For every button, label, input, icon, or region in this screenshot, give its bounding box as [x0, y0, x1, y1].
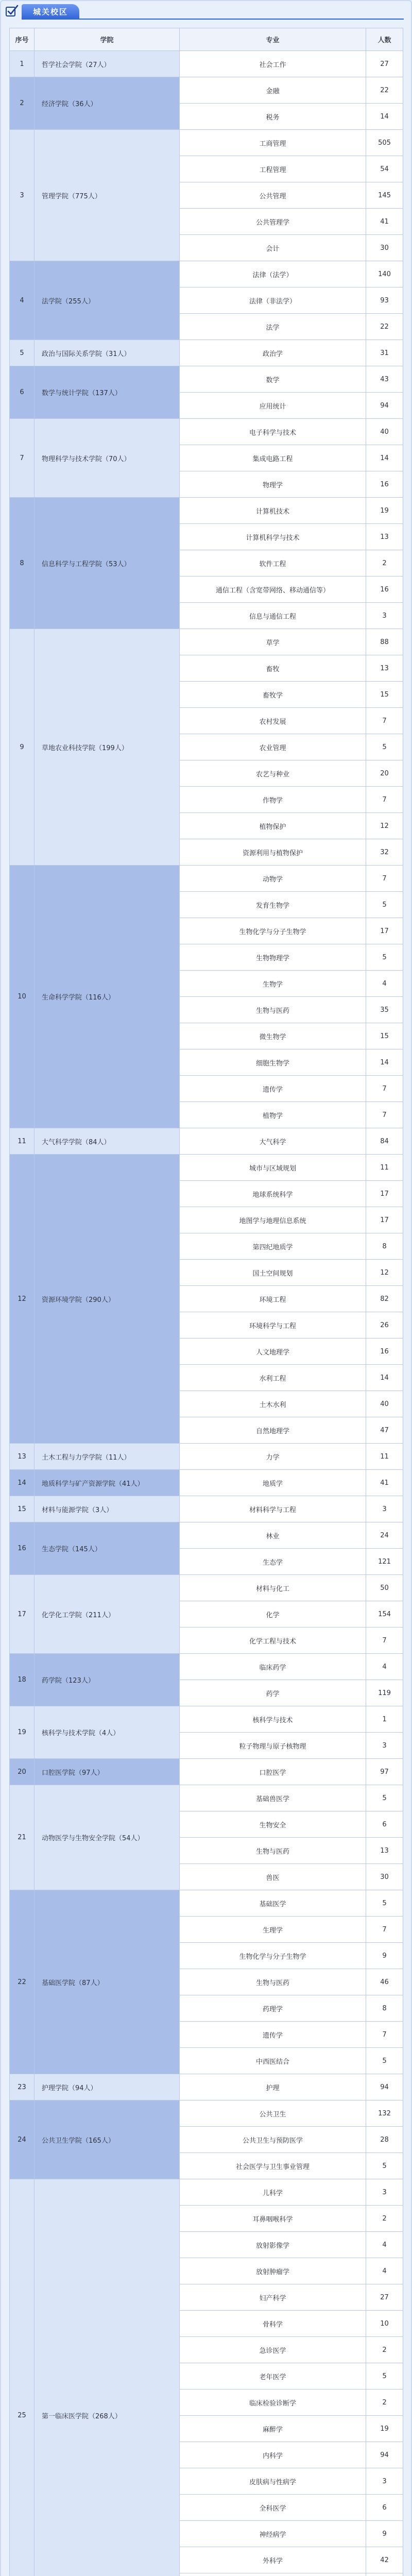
count-cell: 40: [366, 1391, 403, 1417]
count-cell: 5: [366, 892, 403, 918]
count-cell: 17: [366, 918, 403, 944]
count-cell: 4: [366, 971, 403, 997]
major-cell: 第四纪地质学: [180, 1233, 366, 1260]
major-cell: 生物化学与分子生物学: [180, 1943, 366, 1969]
count-cell: 13: [366, 1838, 403, 1864]
seq-cell: 9: [10, 629, 35, 866]
count-cell: 6: [366, 2495, 403, 2521]
college-cell: 资源环境学院（290人）: [35, 1155, 180, 1444]
count-cell: 11: [366, 1155, 403, 1181]
major-cell: 遗传学: [180, 2022, 366, 2048]
count-cell: 7: [366, 787, 403, 813]
count-cell: 97: [366, 1759, 403, 1785]
major-cell: 中西医结合: [180, 2048, 366, 2074]
major-cell: 农村发展: [180, 708, 366, 734]
major-cell: 自然地理学: [180, 1417, 366, 1444]
seq-cell: 4: [10, 261, 35, 340]
major-cell: 税务: [180, 104, 366, 130]
major-cell: 儿科学: [180, 2179, 366, 2206]
major-cell: 生物与医药: [180, 1969, 366, 1995]
major-cell: 微生物学: [180, 1023, 366, 1049]
section-title: 城关校区: [33, 7, 68, 16]
count-cell: 88: [366, 629, 403, 655]
count-cell: 6: [366, 1811, 403, 1838]
count-cell: 8: [366, 1995, 403, 2022]
count-cell: 4: [366, 1654, 403, 1680]
major-cell: 放射影像学: [180, 2232, 366, 2258]
major-cell: 神经病学: [180, 2521, 366, 2547]
major-cell: 资源利用与植物保护: [180, 839, 366, 866]
count-cell: 2: [366, 2337, 403, 2363]
check-square-icon: [5, 4, 19, 18]
count-cell: 16: [366, 577, 403, 603]
count-cell: 12: [366, 813, 403, 839]
college-cell: 基础医学院（87人）: [35, 1890, 180, 2074]
count-cell: 7: [366, 1628, 403, 1654]
count-cell: 7: [366, 708, 403, 734]
column-header-major: 专业: [180, 28, 366, 51]
seq-cell: 16: [10, 1522, 35, 1575]
count-cell: 19: [366, 498, 403, 524]
major-cell: 皮肤病与性病学: [180, 2468, 366, 2495]
count-cell: 22: [366, 314, 403, 340]
major-cell: 生物化学与分子生物学: [180, 918, 366, 944]
college-cell: 地质科学与矿产资源学院（41人）: [35, 1470, 180, 1496]
major-cell: 药学: [180, 1680, 366, 1706]
count-cell: 132: [366, 2100, 403, 2127]
major-cell: 粒子物理与原子核物理: [180, 1733, 366, 1759]
college-cell: 护理学院（94人）: [35, 2074, 180, 2100]
college-cell: 政治与国际关系学院（31人）: [35, 340, 180, 366]
count-cell: 47: [366, 1417, 403, 1444]
count-cell: 42: [366, 2547, 403, 2573]
seq-cell: 15: [10, 1496, 35, 1522]
major-cell: 社会医学与卫生事业管理: [180, 2153, 366, 2179]
major-cell: 材料与化工: [180, 1575, 366, 1601]
major-cell: 核科学与技术: [180, 1706, 366, 1733]
seq-cell: 19: [10, 1706, 35, 1759]
major-cell: 植物保护: [180, 813, 366, 839]
major-cell: 农艺与种业: [180, 760, 366, 787]
major-cell: 基础兽医学: [180, 1785, 366, 1811]
count-cell: 10: [366, 2311, 403, 2337]
enrollment-table: [9, 28, 403, 2576]
major-cell: 工程管理: [180, 156, 366, 182]
count-cell: 17: [366, 1181, 403, 1207]
count-cell: 5: [366, 1890, 403, 1917]
college-cell: 口腔医学院（97人）: [35, 1759, 180, 1785]
major-cell: 环境工程: [180, 1286, 366, 1312]
major-cell: 急诊医学: [180, 2337, 366, 2363]
college-cell: 法学院（255人）: [35, 261, 180, 340]
major-cell: 生物与医药: [180, 1838, 366, 1864]
seq-cell: 8: [10, 498, 35, 629]
count-cell: 9: [366, 1943, 403, 1969]
count-cell: 140: [366, 261, 403, 287]
major-cell: 生物安全: [180, 1811, 366, 1838]
count-cell: 22: [366, 77, 403, 104]
major-cell: 草学: [180, 629, 366, 655]
seq-cell: 13: [10, 1444, 35, 1470]
major-cell: 药理学: [180, 1995, 366, 2022]
major-cell: 软件工程: [180, 550, 366, 577]
seq-cell: 24: [10, 2100, 35, 2179]
major-cell: 老年医学: [180, 2363, 366, 2389]
count-cell: 15: [366, 1023, 403, 1049]
college-cell: 生态学院（145人）: [35, 1522, 180, 1575]
college-cell: 材料与能源学院（3人）: [35, 1496, 180, 1522]
count-cell: 41: [366, 1470, 403, 1496]
count-cell: 94: [366, 2442, 403, 2468]
count-cell: 84: [366, 1128, 403, 1155]
count-cell: 94: [366, 393, 403, 419]
major-cell: 遗传学: [180, 1076, 366, 1102]
count-cell: 13: [366, 655, 403, 682]
count-cell: 27: [366, 2284, 403, 2311]
count-cell: 94: [366, 2074, 403, 2100]
major-cell: 耳鼻咽喉科学: [180, 2206, 366, 2232]
count-cell: 31: [366, 340, 403, 366]
major-cell: 应用统计: [180, 393, 366, 419]
count-cell: 119: [366, 1680, 403, 1706]
college-cell: 信息科学与工程学院（53人）: [35, 498, 180, 629]
college-cell: 大气科学学院（84人）: [35, 1128, 180, 1155]
count-cell: 1: [366, 1706, 403, 1733]
major-cell: 环境科学与工程: [180, 1312, 366, 1338]
major-cell: 林业: [180, 1522, 366, 1549]
count-cell: 19: [366, 2416, 403, 2442]
major-cell: 口腔医学: [180, 1759, 366, 1785]
count-cell: 27: [366, 51, 403, 77]
major-cell: [180, 2573, 366, 2576]
count-cell: 145: [366, 182, 403, 209]
count-cell: 15: [366, 682, 403, 708]
count-cell: 5: [366, 1785, 403, 1811]
section-underline: [22, 19, 404, 20]
major-cell: 公共管理学: [180, 209, 366, 235]
major-cell: 电子科学与技术: [180, 419, 366, 445]
major-cell: 生理学: [180, 1917, 366, 1943]
major-cell: 政治学: [180, 340, 366, 366]
count-cell: 16: [366, 1338, 403, 1365]
college-cell: 动物医学与生物安全学院（54人）: [35, 1785, 180, 1890]
college-cell: 经济学院（36人）: [35, 77, 180, 130]
count-cell: 5: [366, 2363, 403, 2389]
college-cell: 数学与统计学院（137人）: [35, 366, 180, 419]
seq-cell: 23: [10, 2074, 35, 2100]
major-cell: 人文地理学: [180, 1338, 366, 1365]
major-cell: 农业管理: [180, 734, 366, 760]
major-cell: 公共管理: [180, 182, 366, 209]
count-cell: 4: [366, 2258, 403, 2284]
seq-cell: 6: [10, 366, 35, 419]
major-cell: 动物学: [180, 866, 366, 892]
count-cell: 505: [366, 130, 403, 156]
major-cell: 兽医: [180, 1864, 366, 1890]
major-cell: 作物学: [180, 787, 366, 813]
college-cell: 生命科学学院（116人）: [35, 866, 180, 1128]
count-cell: 16: [366, 471, 403, 498]
column-header-count: 人数: [366, 28, 403, 51]
count-cell: 41: [366, 209, 403, 235]
count-cell: 13: [366, 524, 403, 550]
count-cell: 14: [366, 1365, 403, 1391]
seq-cell: 14: [10, 1470, 35, 1496]
count-cell: 5: [366, 2153, 403, 2179]
seq-cell: 11: [10, 1128, 35, 1155]
seq-cell: 5: [10, 340, 35, 366]
seq-cell: 12: [10, 1155, 35, 1444]
major-cell: 公共卫生: [180, 2100, 366, 2127]
section-tab: [22, 4, 79, 19]
seq-cell: 3: [10, 130, 35, 261]
major-cell: 植物学: [180, 1102, 366, 1128]
count-cell: 28: [366, 2127, 403, 2153]
major-cell: 基础医学: [180, 1890, 366, 1917]
major-cell: 公共卫生与预防医学: [180, 2127, 366, 2153]
major-cell: 骨科学: [180, 2311, 366, 2337]
seq-cell: 2: [10, 77, 35, 130]
seq-cell: 7: [10, 419, 35, 498]
major-cell: 会计: [180, 235, 366, 261]
major-cell: 社会工作: [180, 51, 366, 77]
count-cell: 3: [366, 1496, 403, 1522]
seq-cell: 20: [10, 1759, 35, 1785]
count-cell: 14: [366, 104, 403, 130]
college-cell: 第一临床医学院（268人）: [35, 2179, 180, 2576]
count-cell: 20: [366, 760, 403, 787]
major-cell: 力学: [180, 1444, 366, 1470]
major-cell: 临床检验诊断学: [180, 2389, 366, 2416]
seq-cell: 25: [10, 2179, 35, 2576]
count-cell: 2: [366, 550, 403, 577]
seq-cell: 18: [10, 1654, 35, 1706]
major-cell: 细胞生物学: [180, 1049, 366, 1076]
count-cell: 82: [366, 1286, 403, 1312]
count-cell: 3: [366, 2179, 403, 2206]
major-cell: 放射肿瘤学: [180, 2258, 366, 2284]
major-cell: 地质学: [180, 1470, 366, 1496]
count-cell: 30: [366, 235, 403, 261]
count-cell: 9: [366, 2521, 403, 2547]
college-cell: 物理科学与技术学院（70人）: [35, 419, 180, 498]
count-cell: 3: [366, 603, 403, 629]
major-cell: 生物与医药: [180, 997, 366, 1023]
count-cell: 46: [366, 1969, 403, 1995]
count-cell: 14: [366, 445, 403, 471]
count-cell: 54: [366, 156, 403, 182]
count-cell: [366, 2573, 403, 2576]
major-cell: 外科学: [180, 2547, 366, 2573]
count-cell: 30: [366, 1864, 403, 1890]
count-cell: 8: [366, 1233, 403, 1260]
count-cell: 7: [366, 1102, 403, 1128]
count-cell: 7: [366, 1917, 403, 1943]
major-cell: 法律（法学）: [180, 261, 366, 287]
count-cell: 17: [366, 1207, 403, 1233]
count-cell: 40: [366, 419, 403, 445]
column-header-college: 学院: [35, 28, 180, 51]
count-cell: 121: [366, 1549, 403, 1575]
count-cell: 7: [366, 866, 403, 892]
count-cell: 24: [366, 1522, 403, 1549]
major-cell: 计算机科学与技术: [180, 524, 366, 550]
count-cell: 50: [366, 1575, 403, 1601]
seq-cell: 1: [10, 51, 35, 77]
count-cell: 4: [366, 2232, 403, 2258]
major-cell: 化学工程与技术: [180, 1628, 366, 1654]
major-cell: 内科学: [180, 2442, 366, 2468]
college-cell: 药学院（123人）: [35, 1654, 180, 1706]
count-cell: 3: [366, 2468, 403, 2495]
major-cell: 数学: [180, 366, 366, 393]
count-cell: 154: [366, 1601, 403, 1628]
major-cell: 金融: [180, 77, 366, 104]
major-cell: 妇产科学: [180, 2284, 366, 2311]
college-cell: 土木工程与力学学院（11人）: [35, 1444, 180, 1470]
major-cell: 信息与通信工程: [180, 603, 366, 629]
major-cell: 计算机技术: [180, 498, 366, 524]
seq-cell: 17: [10, 1575, 35, 1654]
college-cell: 化学化工学院（211人）: [35, 1575, 180, 1654]
major-cell: 全科医学: [180, 2495, 366, 2521]
major-cell: 土木水利: [180, 1391, 366, 1417]
count-cell: 5: [366, 734, 403, 760]
major-cell: 护理: [180, 2074, 366, 2100]
major-cell: 法学: [180, 314, 366, 340]
major-cell: 发育生物学: [180, 892, 366, 918]
college-cell: 管理学院（775人）: [35, 130, 180, 261]
count-cell: 32: [366, 839, 403, 866]
count-cell: 14: [366, 1049, 403, 1076]
count-cell: 26: [366, 1312, 403, 1338]
major-cell: 地球系统科学: [180, 1181, 366, 1207]
college-cell: 草地农业科技学院（199人）: [35, 629, 180, 866]
major-cell: 集成电路工程: [180, 445, 366, 471]
major-cell: 生态学: [180, 1549, 366, 1575]
major-cell: 大气科学: [180, 1128, 366, 1155]
count-cell: 35: [366, 997, 403, 1023]
major-cell: 通信工程（含宽带网络、移动通信等）: [180, 577, 366, 603]
major-cell: 生物学: [180, 971, 366, 997]
college-cell: 核科学与技术学院（4人）: [35, 1706, 180, 1759]
seq-cell: 21: [10, 1785, 35, 1890]
college-cell: 公共卫生学院（165人）: [35, 2100, 180, 2179]
major-cell: 临床药学: [180, 1654, 366, 1680]
seq-cell: 22: [10, 1890, 35, 2074]
count-cell: 2: [366, 2389, 403, 2416]
count-cell: 7: [366, 1076, 403, 1102]
major-cell: 水利工程: [180, 1365, 366, 1391]
count-cell: 12: [366, 1260, 403, 1286]
major-cell: 化学: [180, 1601, 366, 1628]
count-cell: 2: [366, 2206, 403, 2232]
major-cell: 生物物理学: [180, 944, 366, 971]
major-cell: 畜牧: [180, 655, 366, 682]
major-cell: 工商管理: [180, 130, 366, 156]
count-cell: 3: [366, 1733, 403, 1759]
major-cell: 城市与区域规划: [180, 1155, 366, 1181]
column-header-seq: 序号: [10, 28, 35, 51]
major-cell: 地图学与地理信息系统: [180, 1207, 366, 1233]
count-cell: 7: [366, 2022, 403, 2048]
count-cell: 93: [366, 287, 403, 314]
seq-cell: 10: [10, 866, 35, 1128]
count-cell: 5: [366, 2048, 403, 2074]
count-cell: 5: [366, 944, 403, 971]
major-cell: 物理学: [180, 471, 366, 498]
count-cell: 11: [366, 1444, 403, 1470]
major-cell: 畜牧学: [180, 682, 366, 708]
major-cell: 材料科学与工程: [180, 1496, 366, 1522]
count-cell: 43: [366, 366, 403, 393]
major-cell: 麻醉学: [180, 2416, 366, 2442]
major-cell: 法律（非法学）: [180, 287, 366, 314]
major-cell: 国土空间规划: [180, 1260, 366, 1286]
college-cell: 哲学社会学院（27人）: [35, 51, 180, 77]
